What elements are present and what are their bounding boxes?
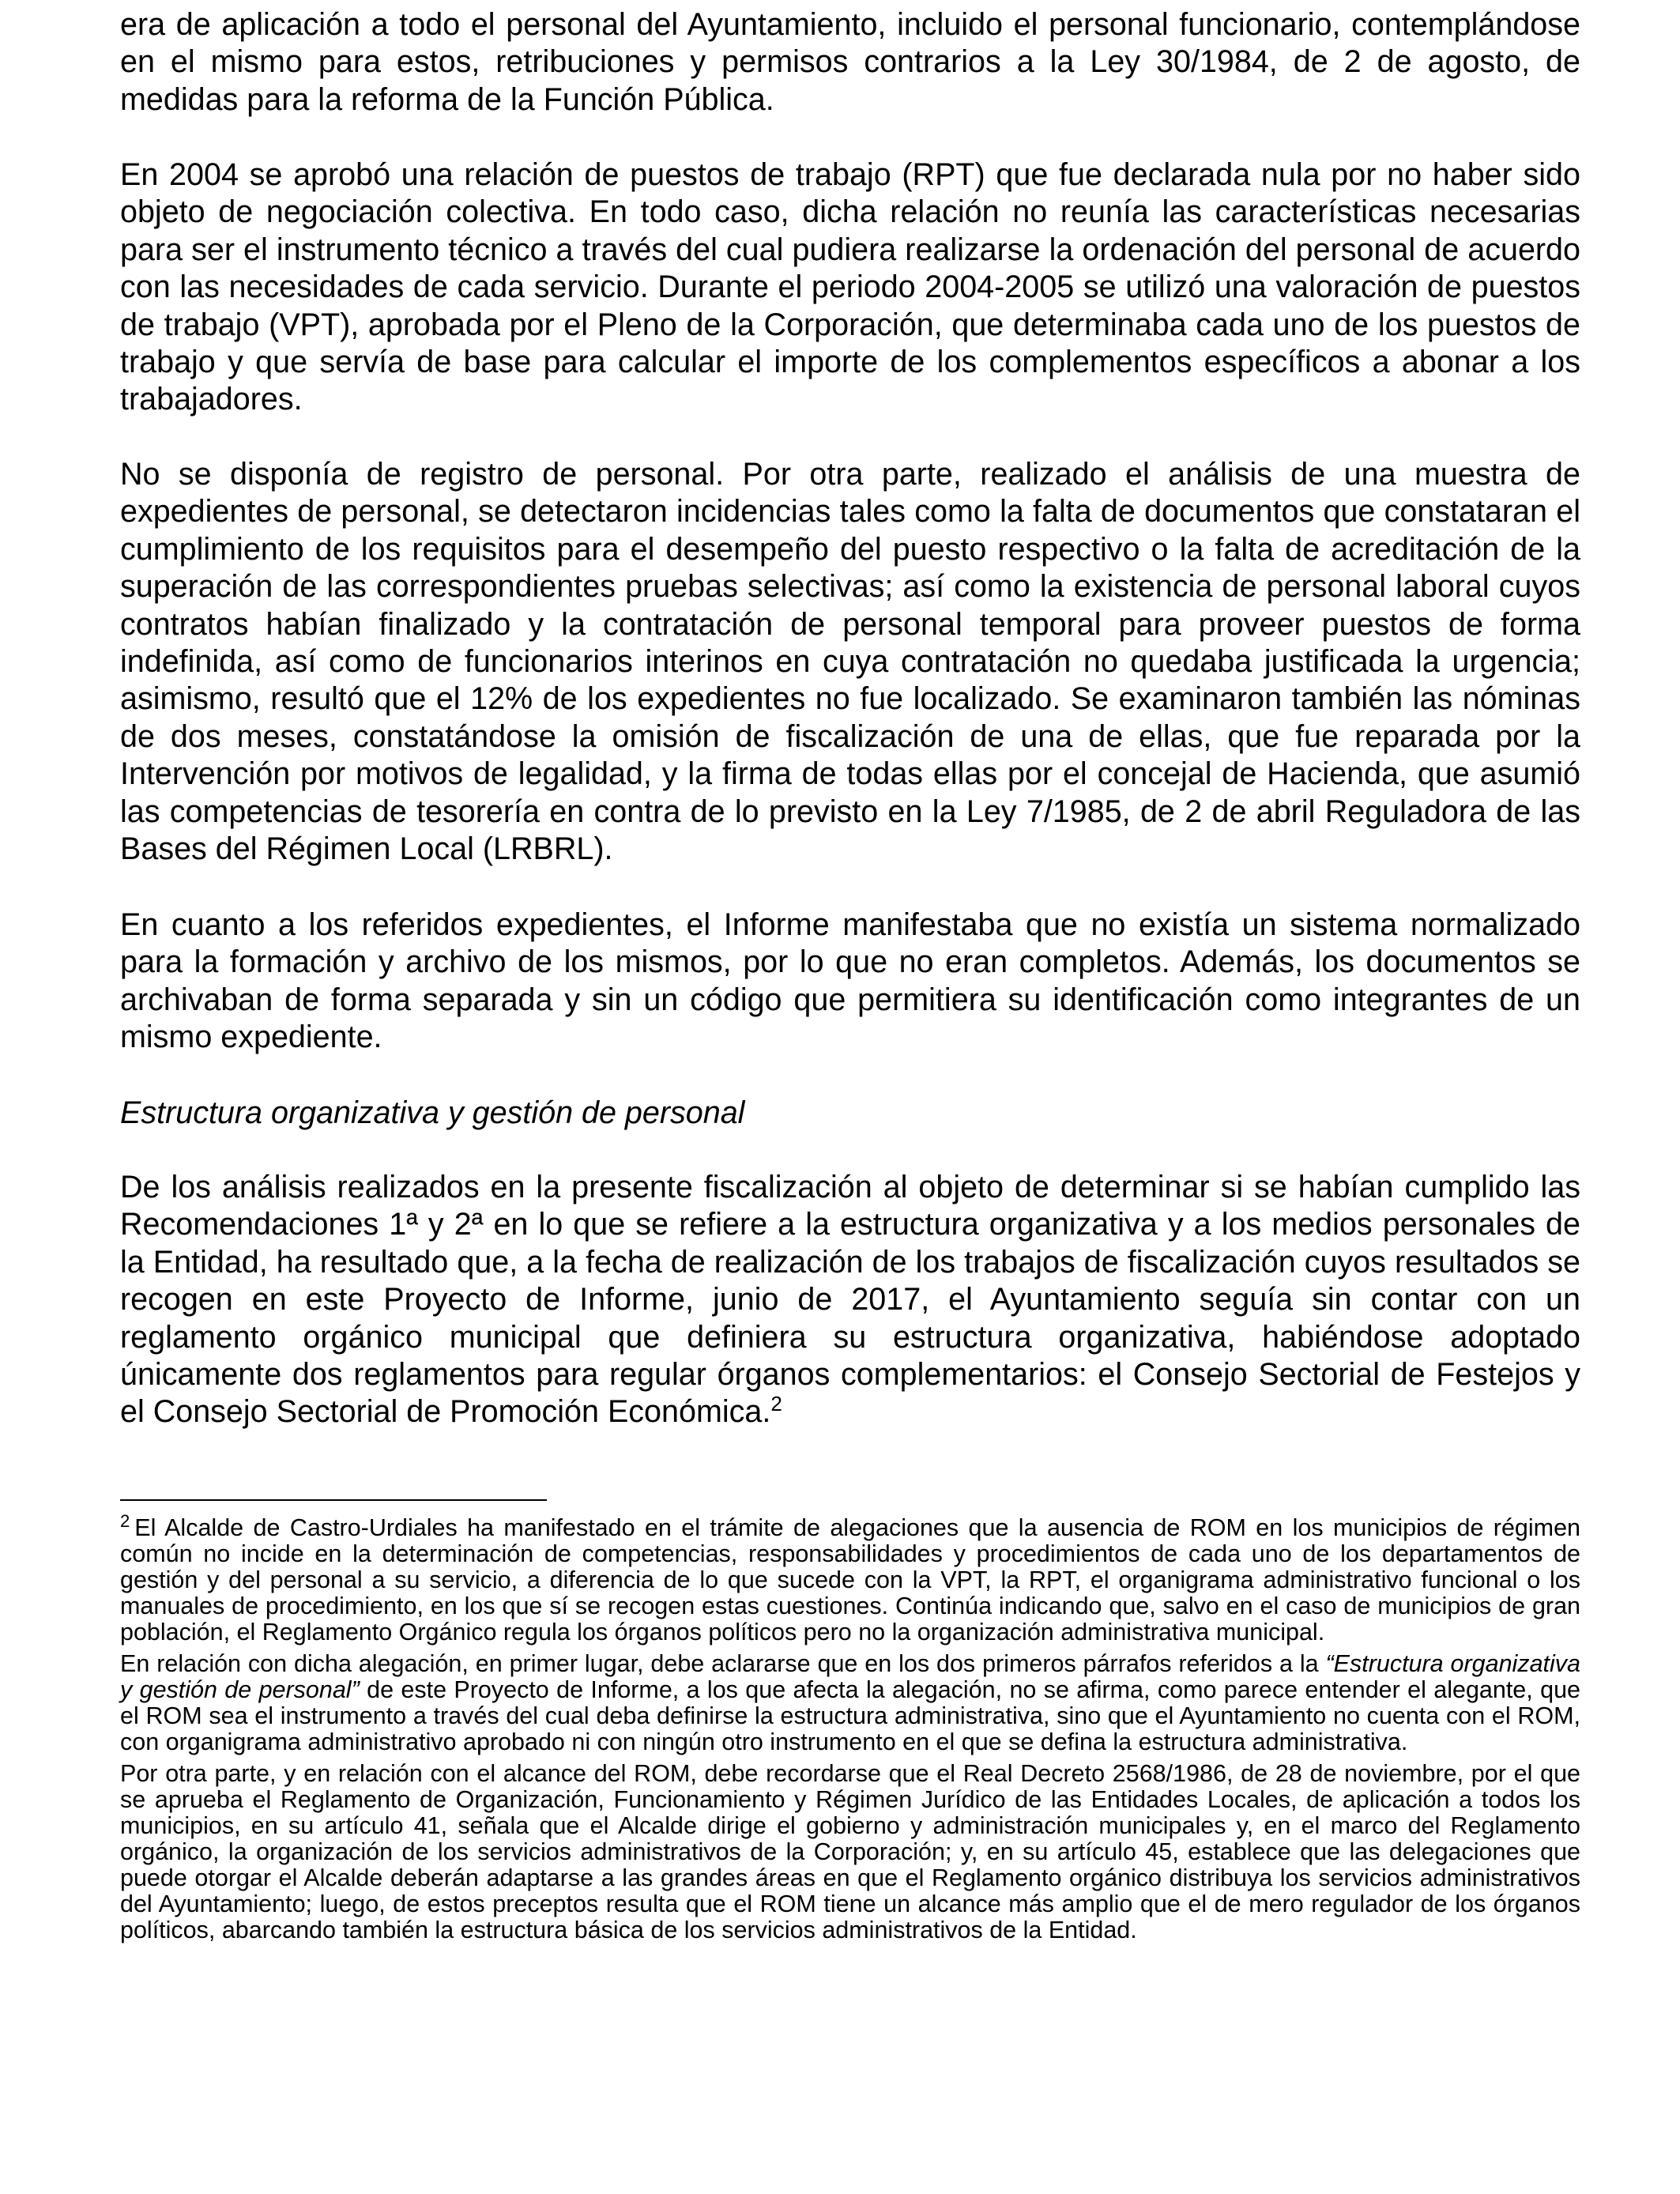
paragraph-4: En cuanto a los referidos expedientes, el Informe manifestaba que no existía un sistema normalizado para la formación y archivo de los mismos, por lo que no eran completos. Además, los documentos se archivaban de forma separada y sin un código que permitiera su identificación como integrantes de un mismo expediente. <box>120 907 1580 1055</box>
footnote-reference[interactable]: 2 <box>770 1392 782 1416</box>
footnote-paragraph-1 <box>120 1510 1580 1646</box>
footnote-text-2-after: de este Proyecto de Informe, a los que afecta la alegación, no se afirma, como parece entender el alegante, que el ROM sea el instrumento a través del cual deba definirse la estructura administrativa, sino que el Ayuntamiento no cuenta con el ROM, con organigrama administrativo aprobado ni con ningún otro instrumento en el que se defina la estructura administrativa. <box>120 1676 1580 1755</box>
footnote-separator <box>120 1499 547 1501</box>
footnote-text-1: El Alcalde de Castro-Urdiales ha manifestado en el trámite de alegaciones que la ausencia de ROM en los municipios de régimen común no incide en la determinación de competencias, responsabilidades y procedimientos de cada uno de los departamentos de gestión y del personal a su servicio, a diferencia de lo que sucede con la VPT, la RPT, el organigrama administrativo funcional o los manuales de procedimiento, en los que sí se recogen estas cuestiones. Continúa indicando que, salvo en el caso de municipios de gran población, el Reglamento Orgánico regula los órganos políticos pero no la organización administrativa municipal. <box>120 1514 1580 1646</box>
paragraph-5-text: De los análisis realizados en la presente fiscalización al objeto de determinar si se habían cumplido las Recomendaciones 1ª y 2ª en lo que se refiere a la estructura organizativa y a los medios personales de la Entidad, ha resultado que, a la fecha de realización de los trabajos de fiscalización cuyos resultados se recogen en este Proyecto de Informe, junio de 2017, el Ayuntamiento seguía sin contar con un reglamento orgánico municipal que definiera su estructura organizativa, habiéndose adoptado únicamente dos reglamentos para regular órganos complementarios: el Consejo Sectorial de Festejos y el Consejo Sectorial de Promoción Económica. <box>120 1170 1580 1430</box>
paragraph-2: En 2004 se aprobó una relación de puestos de trabajo (RPT) que fue declarada nula por no haber sido objeto de negociación colectiva. En todo caso, dicha relación no reunía las características necesarias para ser el instrumento técnico a través del cual pudiera realizarse la ordenación del personal de acuerdo con las necesidades de cada servicio. Durante el periodo 2004-2005 se utilizó una valoración de puestos de trabajo (VPT), aprobada por el Pleno de la Corporación, que determinaba cada uno de los puestos de trabajo y que servía de base para calcular el importe de los complementos específicos a abonar a los trabajadores. <box>120 157 1580 417</box>
paragraph-1: era de aplicación a todo el personal del Ayuntamiento, incluido el personal funcionario, contemplándose en el mismo para estos, retribuciones y permisos contrarios a la Ley 30/1984, de 2 de agosto, de medidas para la reforma de la Función Pública. <box>120 7 1580 117</box>
footnote-paragraph-2 <box>120 1651 1580 1755</box>
footnote-number: 2 <box>120 1510 130 1531</box>
paragraph-5 <box>120 1169 1580 1431</box>
footnote-text-2-before: En relación con dicha alegación, en primer lugar, debe aclararse que en los dos primeros párrafos referidos a la <box>120 1650 1319 1677</box>
footnote-paragraph-3: Por otra parte, y en relación con el alcance del ROM, debe recordarse que el Real Decreto 2568/1986, de 28 de noviembre, por el que se aprueba el Reglamento de Organización, Funcionamiento y Régimen Jurídico de las Entidades Locales, de aplicación a todos los municipios, en su artículo 41, señala que el Alcalde dirige el gobierno y administración municipales y, en el marco del Reglamento orgánico, la organización de los servicios administrativos de la Corporación; y, en su artículo 45, establece que las delegaciones que puede otorgar el Alcalde deberán adaptarse a las grandes áreas en que el Reglamento orgánico distribuya los servicios administrativos del Ayuntamiento; luego, de estos preceptos resulta que el ROM tiene un alcance más amplio que el de mero regulador de los órganos políticos, abarcando también la estructura básica de los servicios administrativos de la Entidad. <box>120 1760 1580 1943</box>
footnote-quoted-title: “Estructura organizativa y gestión de personal” <box>120 1650 1580 1703</box>
section-subheading: Estructura organizativa y gestión de personal <box>120 1095 745 1130</box>
document-page <box>120 0 1580 2194</box>
footnote-block <box>120 1510 1580 1949</box>
paragraph-3: No se disponía de registro de personal. Por otra parte, realizado el análisis de una muestra de expedientes de personal, se detectaron incidencias tales como la falta de documentos que constataran el cumplimiento de los requisitos para el desempeño del puesto respectivo o la falta de acreditación de la superación de las correspondientes pruebas selectivas; así como la existencia de personal laboral cuyos contratos habían finalizado y la contratación de personal temporal para proveer puestos de forma indefinida, así como de funcionarios interinos en cuya contratación no quedaba justificada la urgencia; asimismo, resultó que el 12% de los expedientes no fue localizado. Se examinaron también las nóminas de dos meses, constatándose la omisión de fiscalización de una de ellas, que fue reparada por la Intervención por motivos de legalidad, y la firma de todas ellas por el concejal de Hacienda, que asumió las competencias de tesorería en contra de lo previsto en la Ley 7/1985, de 2 de abril Reguladora de las Bases del Régimen Local (LRBRL). <box>120 457 1580 867</box>
